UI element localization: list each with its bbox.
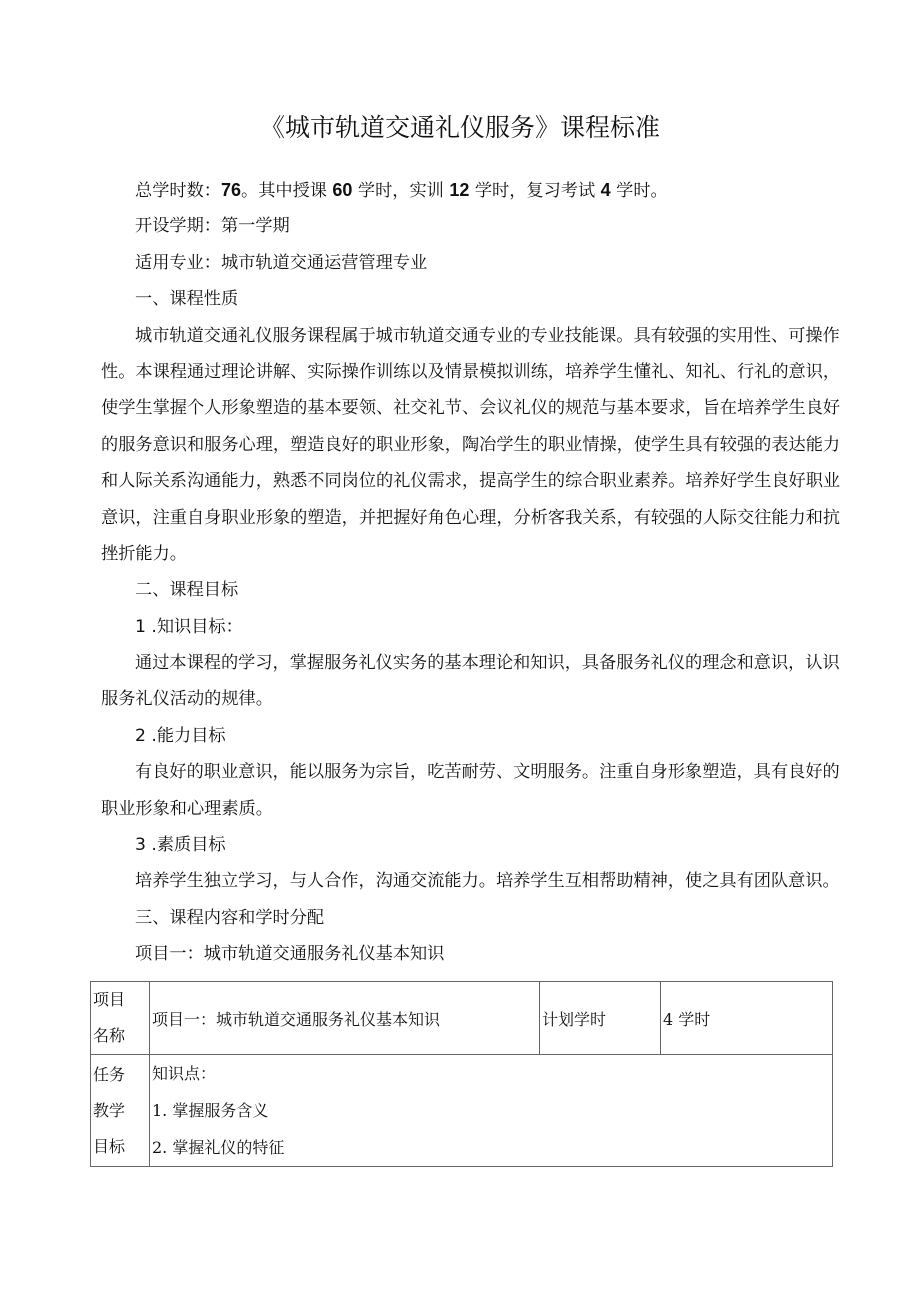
major-line: 适用专业：城市轨道交通运营管理专业: [135, 252, 428, 273]
goal-line: 1. 掌握服务含义: [152, 1101, 269, 1120]
project-heading: 项目一：城市轨道交通服务礼仪基本知识: [135, 944, 445, 965]
hours-text: 学时，实训: [357, 181, 444, 201]
hours-sep: 。: [240, 181, 259, 201]
goal-line: 知识点：: [152, 1064, 217, 1083]
course-nature-paragraph: [101, 318, 841, 573]
knowledge-goal-paragraph: [101, 645, 841, 718]
label-text: 项目: [93, 990, 126, 1009]
paragraph-line: 挫折能力。: [101, 543, 187, 564]
paragraph-line: 有良好的职业意识，能以服务为宗旨，吃苦耐劳、文明服务。注重自身形象塑造，具有良好的: [135, 762, 840, 783]
section-heading: 一、课程性质: [135, 289, 239, 310]
section-heading: 二、课程目标: [135, 580, 239, 601]
cell-label: [91, 982, 150, 1055]
total-hours-line: [101, 172, 841, 208]
label-text: 任务: [93, 1064, 126, 1084]
page-title: 《城市轨道交通礼仪服务》课程标准: [259, 113, 660, 142]
hours-train: 12: [449, 180, 470, 200]
hours-text: 学时，复习考试: [474, 181, 596, 201]
goal-heading: 3 .素质目标: [135, 835, 226, 856]
hours-exam: 4: [600, 180, 611, 200]
semester-line: 开设学期：第一学期: [135, 216, 290, 237]
cell-plan-value: 4 学时: [661, 982, 833, 1055]
label-text: 目标: [93, 1136, 126, 1156]
table-row: [91, 982, 833, 1055]
paragraph-line: 性。本课程通过理论讲解、实际操作训练以及情景模拟训练，培养学生懂礼、知礼、行礼的意识，: [101, 361, 841, 382]
paragraph-line: 服务礼仪活动的规律。: [101, 689, 273, 710]
cell-project-name: 项目一：城市轨道交通服务礼仪基本知识: [150, 982, 540, 1055]
paragraph-line: 使学生掌握个人形象塑造的基本要领、社交礼节、会议礼仪的规范与基本要求，旨在培养学生良好: [101, 398, 841, 419]
goal-heading: 2 .能力目标: [135, 725, 226, 746]
document-body: [101, 172, 841, 973]
goal-heading: 1 .知识目标：: [135, 616, 243, 637]
paragraph-line: 的服务意识和服务心理，塑造良好的职业形象，陶冶学生的职业情操，使学生具有较强的表达能力: [101, 434, 841, 455]
paragraph-line: 职业形象和心理素质。: [101, 798, 273, 819]
ability-goal-paragraph: [101, 754, 841, 827]
cell-plan-label: 计划学时: [540, 982, 661, 1055]
paragraph-line: 和人际关系沟通能力，熟悉不同岗位的礼仪需求，提高学生的综合职业素养。培养好学生良好职业: [101, 471, 841, 492]
section-heading: 三、课程内容和学时分配: [135, 907, 325, 928]
quality-goal-paragraph: [101, 863, 841, 899]
hours-label: 总学时数：: [135, 181, 221, 201]
project-table: [90, 981, 833, 1167]
cell-label: [91, 1055, 150, 1167]
goal-line: 2. 掌握礼仪的特征: [152, 1138, 285, 1157]
paragraph-line: 培养学生独立学习，与人合作，沟通交流能力。培养学生互相帮助精神，使之具有团队意识。: [135, 871, 840, 892]
hours-teach: 60: [332, 180, 353, 200]
label-text: 名称: [93, 1026, 126, 1045]
hours-text: 其中授课: [258, 181, 327, 201]
paragraph-line: 城市轨道交通礼仪服务课程属于城市轨道交通专业的专业技能课。具有较强的实用性、可操作: [135, 325, 840, 346]
table-row: [91, 1055, 833, 1167]
hours-text: 学时。: [616, 181, 668, 201]
paragraph-line: 通过本课程的学习，掌握服务礼仪实务的基本理论和知识，具备服务礼仪的理念和意识，认识: [135, 653, 840, 674]
paragraph-line: 意识，注重自身职业形象的塑造，并把握好角色心理，分析客我关系，有较强的人际交往能力和抗: [101, 507, 841, 528]
label-text: 教学: [93, 1100, 126, 1120]
cell-task-goals: [150, 1055, 833, 1167]
hours-total: 76: [220, 180, 241, 200]
